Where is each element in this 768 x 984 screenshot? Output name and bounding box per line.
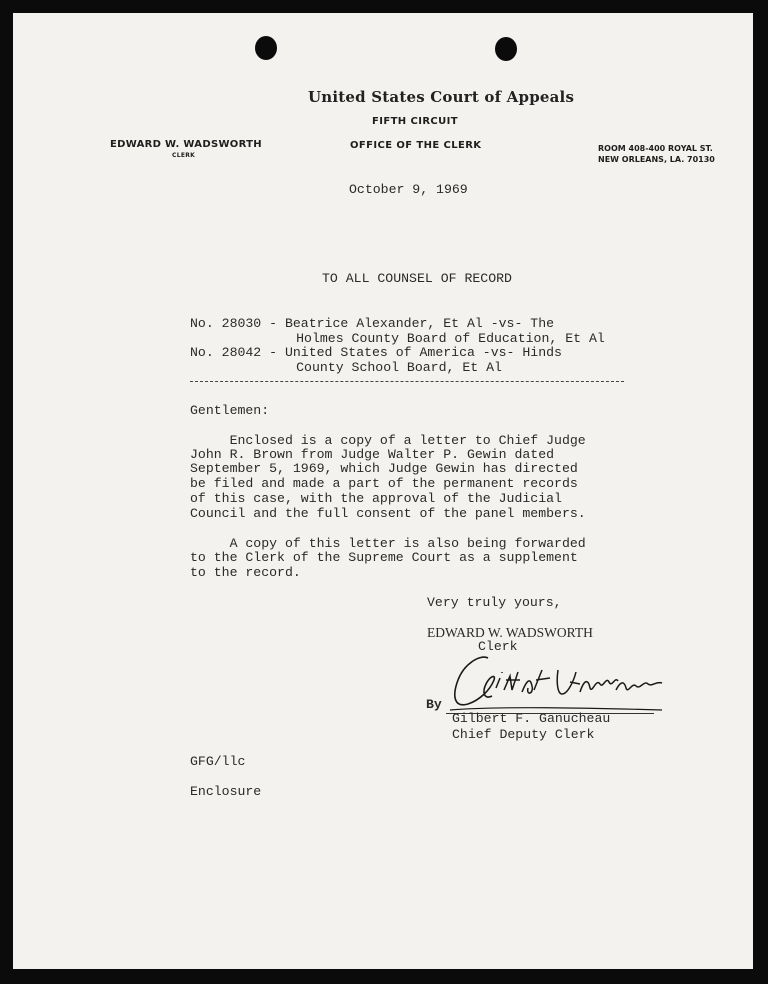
case-1-line-2: Holmes County Board of Education, Et Al bbox=[217, 331, 605, 346]
paragraph-1-line-1: Enclosed is a copy of a letter to Chief Judge bbox=[190, 433, 586, 448]
office-label: OFFICE OF THE CLERK bbox=[350, 140, 482, 151]
court-name: United States Court of Appeals bbox=[308, 88, 575, 106]
enclosure-notation: Enclosure bbox=[190, 784, 262, 799]
by-label: By bbox=[426, 697, 442, 712]
signer-name: Gilbert F. Ganucheau bbox=[452, 711, 611, 726]
paragraph-1-line-3: September 5, 1969, which Judge Gewin has directed bbox=[190, 461, 578, 476]
paragraph-1-line-4: be filed and made a part of the permanent records bbox=[190, 476, 578, 491]
clerk-title: CLERK bbox=[172, 152, 196, 159]
signer-title: Chief Deputy Clerk bbox=[452, 727, 595, 742]
paragraph-1-line-2: John R. Brown from Judge Walter P. Gewin dated bbox=[190, 447, 555, 462]
paragraph-1-line-6: Council and the full consent of the panel members. bbox=[190, 506, 586, 521]
punch-hole-right bbox=[495, 37, 517, 61]
paragraph-2-line-2: to the Clerk of the Supreme Court as a supplement bbox=[190, 550, 578, 565]
reference-initials: GFG/llc bbox=[190, 754, 246, 769]
address-line-1: ROOM 408-400 ROYAL ST. bbox=[598, 144, 713, 153]
letter-date: October 9, 1969 bbox=[349, 182, 468, 197]
case-divider bbox=[190, 381, 624, 382]
handwritten-signature bbox=[440, 650, 670, 716]
punch-hole-left bbox=[255, 36, 277, 60]
circuit-label: FIFTH CIRCUIT bbox=[372, 116, 459, 127]
salutation: Gentlemen: bbox=[190, 403, 270, 418]
address-line-2: NEW ORLEANS, LA. 70130 bbox=[598, 155, 715, 164]
case-2-line-2: County School Board, Et Al bbox=[217, 360, 502, 375]
closing: Very truly yours, bbox=[427, 595, 562, 610]
paragraph-2-line-3: to the record. bbox=[190, 565, 301, 580]
paragraph-1-line-5: of this case, with the approval of the Judicial bbox=[190, 491, 562, 506]
case-2-line-1: No. 28042 - United States of America -vs- Hinds bbox=[190, 345, 562, 360]
sender-name: EDWARD W. WADSWORTH bbox=[427, 625, 593, 640]
sender-title: Clerk bbox=[478, 639, 518, 654]
paragraph-2-line-1: A copy of this letter is also being forwarded bbox=[190, 536, 586, 551]
case-1-line-1: No. 28030 - Beatrice Alexander, Et Al -vs- The bbox=[190, 316, 555, 331]
addressee-line: TO ALL COUNSEL OF RECORD bbox=[322, 271, 512, 286]
clerk-name: EDWARD W. WADSWORTH bbox=[110, 139, 262, 150]
